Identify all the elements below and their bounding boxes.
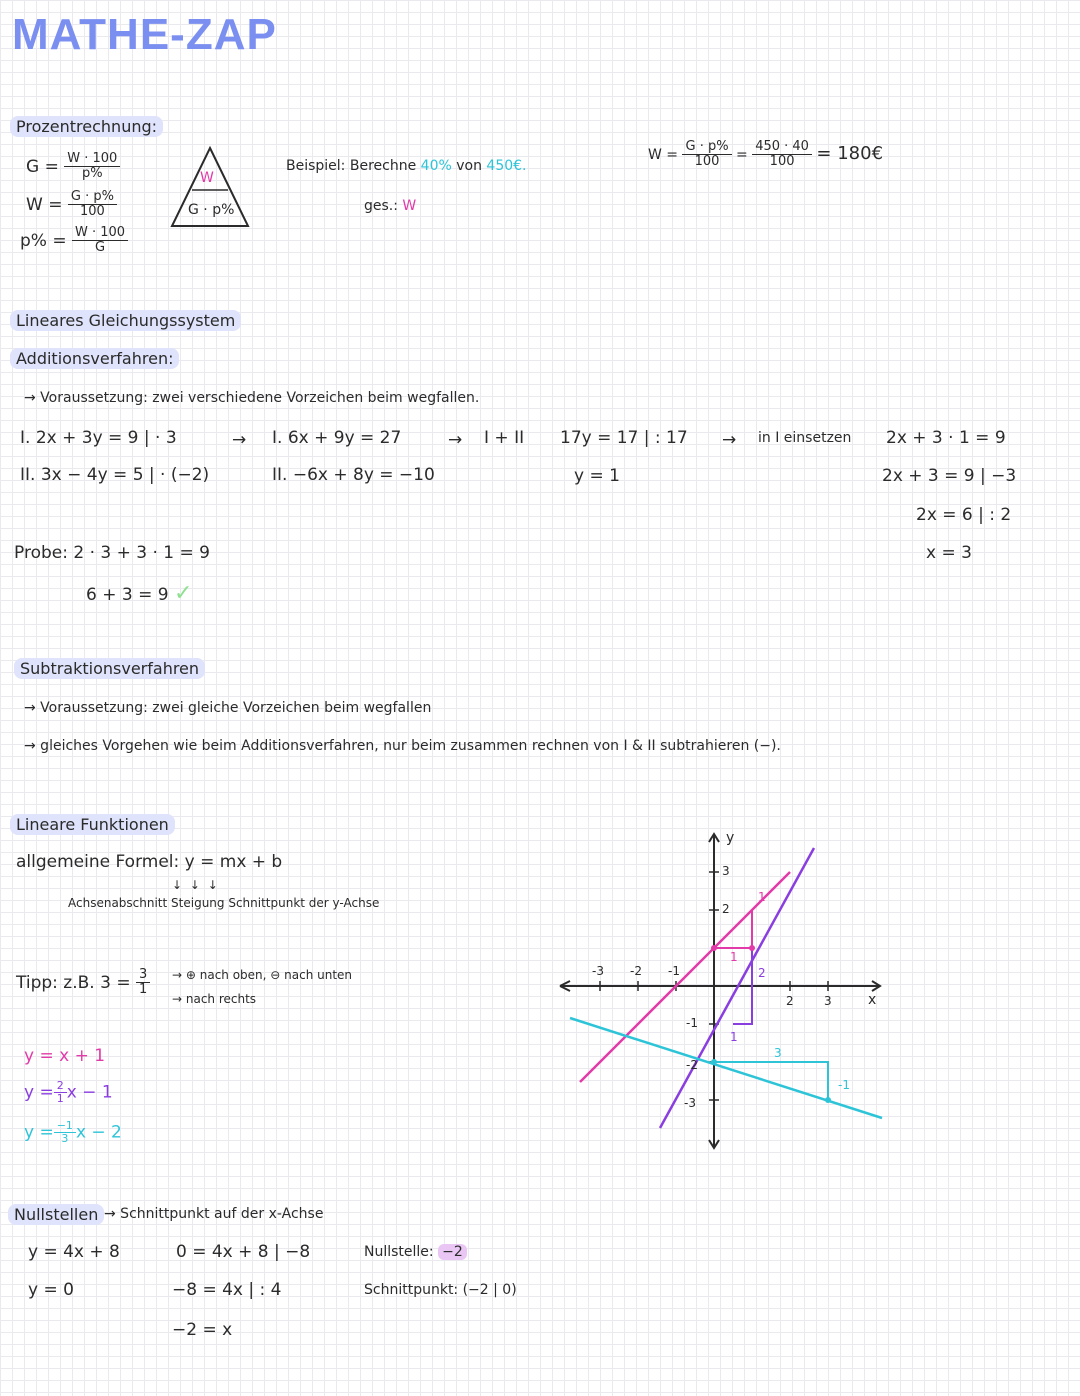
p-formula [20, 226, 128, 256]
y-tick-neg2: -2 [686, 1058, 698, 1072]
example-calculation [648, 140, 883, 170]
zero-result-1 [364, 1244, 467, 1260]
calc-w: W = [648, 146, 679, 163]
zero-l1: y = 4x + 8 [28, 1242, 120, 1262]
insert-2: 2x + 3 = 9 | −3 [882, 466, 1017, 486]
f2-post: x − 1 [66, 1082, 113, 1103]
zero-m1: 0 = 4x + 8 | −8 [176, 1242, 311, 1262]
step-label-teal-right: 3 [774, 1046, 782, 1060]
x-tick-3: 3 [824, 994, 832, 1008]
zero-m2: −8 = 4x | : 4 [172, 1280, 282, 1300]
eq1: I. 2x + 3y = 9 | · 3 [20, 428, 177, 448]
formula-arrows: ↓ ↓ ↓ [172, 878, 220, 892]
insert-3: 2x = 6 | : 2 [916, 505, 1012, 525]
result-2: y = 1 [574, 466, 620, 486]
tip-fraction [136, 968, 150, 998]
f3-post: x − 2 [75, 1122, 122, 1143]
step-label-pink-right: 1 [730, 950, 738, 964]
f2-frac [54, 1080, 67, 1105]
y-axis-label: y [726, 830, 735, 846]
step-label-violet-up: 2 [758, 966, 766, 980]
linfun-heading: Lineare Funktionen [10, 814, 175, 835]
calc-eq: = [736, 146, 748, 163]
lgs-heading: Lineares Gleichungssystem [10, 310, 241, 331]
add-heading: Additionsverfahren: [10, 348, 179, 369]
line-teal [570, 1018, 882, 1118]
x-tick-2: 2 [786, 994, 794, 1008]
check-icon: ✓ [173, 581, 193, 606]
zero-definition: → Schnittpunkt auf der x-Achse [104, 1206, 324, 1222]
example-line [286, 158, 527, 174]
x-tick-neg1: -1 [668, 964, 680, 978]
eq2: II. 3x − 4y = 5 | · (−2) [20, 465, 210, 485]
probe-1: Probe: 2 · 3 + 3 · 1 = 9 [14, 543, 210, 563]
w-formula [26, 190, 117, 220]
combine: I + II [484, 428, 525, 448]
calc-frac2-num: 450 · 40 [752, 140, 812, 155]
tip-line [16, 968, 150, 998]
w-den: 100 [80, 204, 105, 220]
calc-frac1 [682, 140, 731, 170]
result-1: 17y = 17 | : 17 [560, 428, 688, 448]
formula-annotation: Achsenabschnitt Steigung Schnittpunkt der y-Achse [68, 896, 380, 910]
arrow-3: → [722, 430, 737, 450]
calc-frac2-den: 100 [769, 154, 795, 170]
triangle-top: W [200, 170, 214, 186]
y-tick-3: 3 [722, 864, 730, 878]
step-label-teal-down: -1 [838, 1078, 850, 1092]
f2-pre: y = [24, 1082, 54, 1103]
function-2 [24, 1080, 113, 1105]
ges-line [364, 198, 416, 214]
page-title: MATHE-ZAP [12, 10, 277, 59]
step-label-pink-up: 1 [758, 890, 766, 904]
zero-m3: −2 = x [172, 1320, 233, 1340]
p-den: G [95, 240, 106, 256]
formula-line [16, 852, 282, 872]
g-num: W · 100 [64, 152, 120, 167]
insert-1: 2x + 3 · 1 = 9 [886, 428, 1006, 448]
tip-label: Tipp: z.B. 3 = [16, 972, 131, 993]
arrow-2: → [448, 430, 463, 450]
zero-result-2: Schnittpunkt: (−2 | 0) [364, 1282, 517, 1298]
function-1: y = x + 1 [24, 1046, 106, 1066]
function-3 [24, 1120, 122, 1145]
p-fraction [72, 226, 128, 256]
zero-l2: y = 0 [28, 1280, 74, 1300]
tip-line-2: → nach rechts [172, 992, 257, 1006]
arrow-1: → [232, 430, 247, 450]
tip-num: 3 [136, 968, 150, 983]
add-prereq: → Voraussetzung: zwei verschiedene Vorzeichen beim wegfallen. [24, 390, 480, 406]
tip-den: 1 [138, 982, 148, 998]
calc-frac1-num: G · p% [682, 140, 731, 155]
example-label: Beispiel: [286, 158, 346, 174]
probe-2 [86, 581, 192, 606]
sub-line-2: → gleiches Vorgehen wie beim Additionsverfahren, nur beim zusammen rechnen von I & II subtrahieren (−). [24, 738, 781, 754]
sub-heading: Subtraktionsverfahren [14, 658, 205, 679]
f2-num: 2 [54, 1080, 67, 1093]
p-num: W · 100 [72, 226, 128, 241]
insert-4: x = 3 [926, 543, 972, 563]
y-tick-neg1: -1 [686, 1016, 698, 1030]
w-fraction [68, 190, 117, 220]
example-amount: 450€. [486, 158, 527, 174]
ges-value: W [402, 198, 417, 214]
calc-result: = 180€ [816, 142, 884, 164]
step-label-violet-right: 1 [730, 1030, 738, 1044]
calc-frac2 [752, 140, 812, 170]
zero-heading: Nullstellen [8, 1204, 104, 1225]
calc-frac1-den: 100 [694, 154, 720, 170]
x-axis-label: x [868, 992, 877, 1008]
w-label: W = [26, 194, 63, 215]
triangle-bottom: G · p% [188, 202, 235, 218]
g-label: G = [26, 156, 59, 177]
p-label: p% = [20, 230, 67, 251]
zero-r1-label: Nullstelle: [364, 1244, 434, 1260]
g-fraction [64, 152, 120, 182]
eq2b: II. −6x + 8y = −10 [272, 465, 435, 485]
x-tick-neg3: -3 [592, 964, 604, 978]
g-formula [26, 152, 120, 182]
ges-label: ges.: [364, 198, 398, 214]
formula: y = mx + b [184, 852, 283, 872]
eq1b: I. 6x + 9y = 27 [272, 428, 402, 448]
percent-heading: Prozentrechnung: [10, 116, 163, 137]
w-num: G · p% [68, 190, 117, 205]
sub-line-1: → Voraussetzung: zwei gleiche Vorzeichen beim wegfallen [24, 700, 432, 716]
formula-label: allgemeine Formel: [16, 852, 180, 872]
f2-den: 1 [56, 1092, 64, 1106]
y-tick-neg3: -3 [684, 1096, 696, 1110]
example-percent: 40% [420, 158, 452, 174]
line-violet [660, 848, 814, 1128]
f3-den: 3 [61, 1132, 69, 1146]
f3-pre: y = [24, 1122, 54, 1143]
f3-frac [54, 1120, 76, 1145]
y-tick-2: 2 [722, 902, 730, 916]
example-text-2: von [456, 158, 482, 174]
probe-2-text: 6 + 3 = 9 [86, 585, 169, 605]
function-graph [550, 828, 890, 1158]
example-text-1: Berechne [349, 158, 417, 174]
x-tick-neg2: -2 [630, 964, 642, 978]
zero-r1-value: −2 [438, 1244, 467, 1260]
g-den: p% [81, 166, 103, 182]
insert-label: in I einsetzen [758, 430, 852, 446]
f3-num: −1 [54, 1120, 76, 1133]
tip-line-1: → ⊕ nach oben, ⊖ nach unten [172, 968, 353, 982]
